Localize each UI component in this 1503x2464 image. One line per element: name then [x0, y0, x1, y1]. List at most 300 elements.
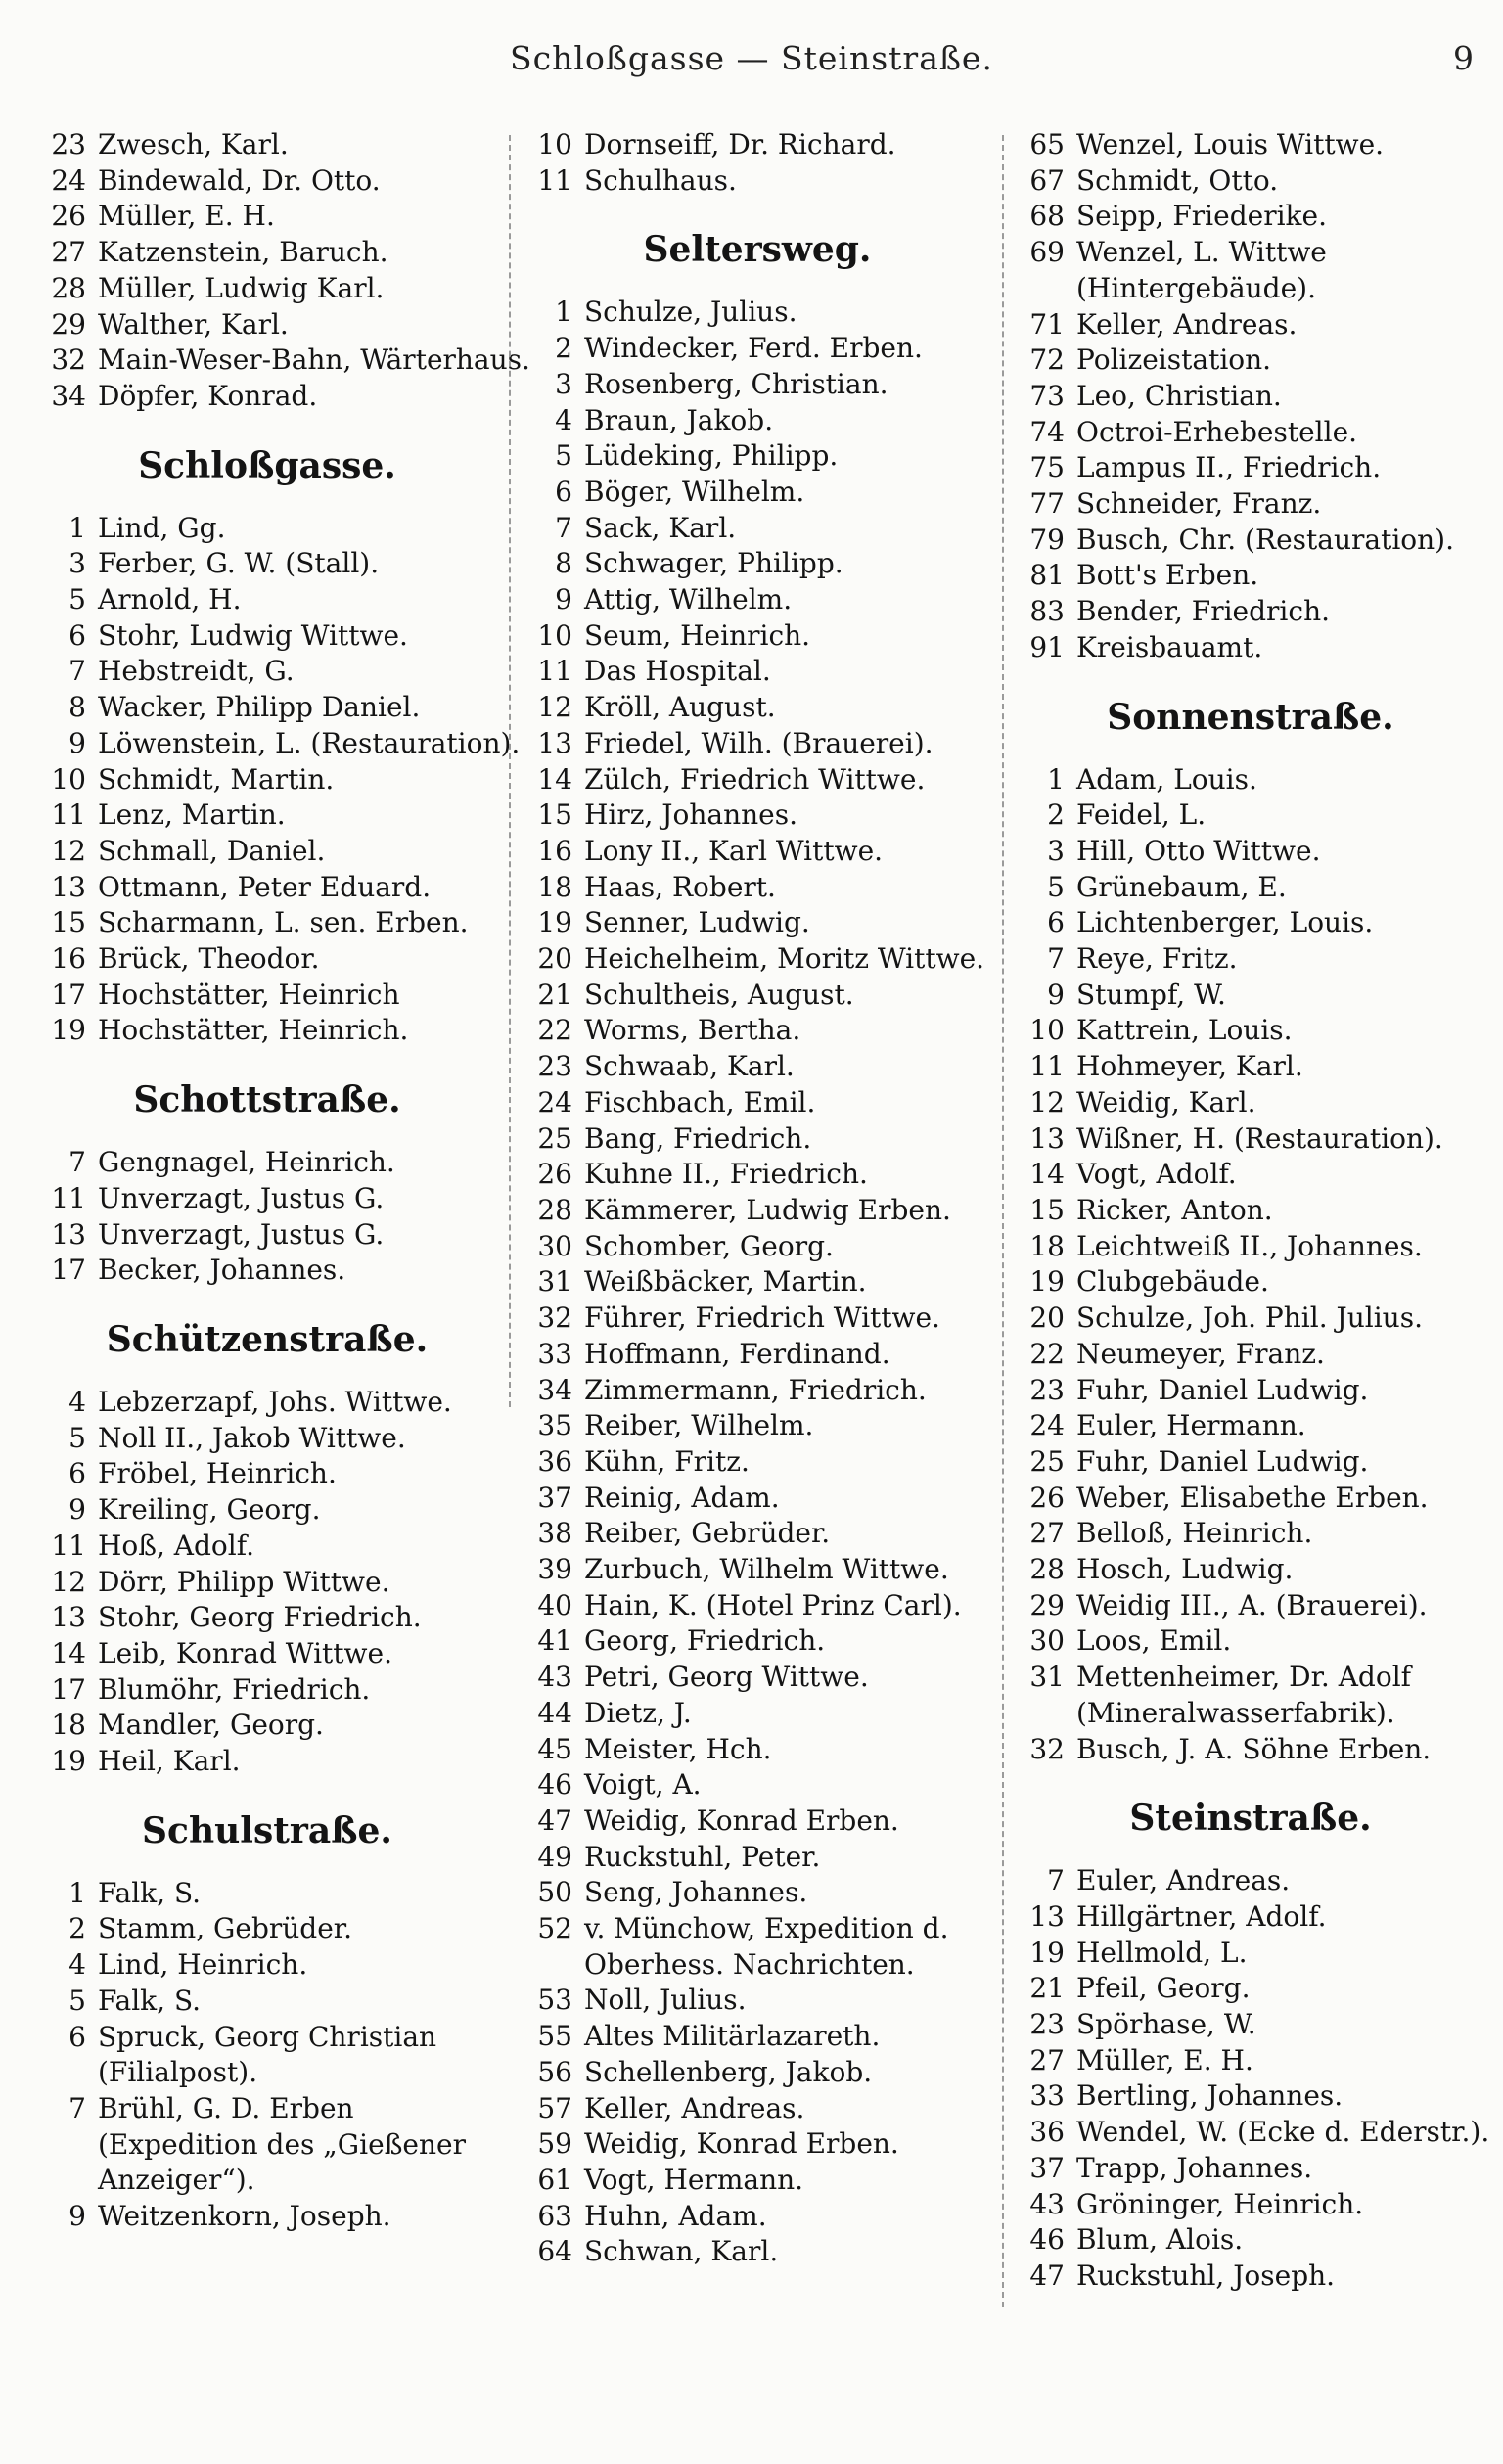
house-number: 63 — [537, 2199, 572, 2232]
page-number: 9 — [1453, 39, 1474, 77]
resident-name: Adam, Louis. — [1076, 762, 1257, 796]
resident-name: Müller, Ludwig Karl. — [98, 271, 385, 304]
house-number: 14 — [537, 762, 572, 796]
house-number: 17 — [51, 978, 86, 1011]
resident-name: Clubgebäude. — [1076, 1265, 1269, 1299]
house-number: 47 — [537, 1803, 572, 1837]
resident-name: Müller, E. H. — [98, 200, 275, 233]
directory-entry — [524, 905, 991, 941]
resident-name: Hochstätter, Heinrich. — [98, 1014, 409, 1047]
house-number: 6 — [68, 1457, 86, 1490]
house-number: 12 — [537, 691, 572, 724]
directory-entry — [524, 1732, 991, 1768]
resident-name: Reiber, Gebrüder. — [584, 1517, 831, 1550]
resident-name: Friedel, Wilh. (Brauerei). — [584, 726, 934, 759]
resident-name: Haas, Robert. — [584, 870, 776, 903]
house-number: 3 — [68, 547, 86, 580]
house-number: 21 — [1029, 1972, 1065, 2005]
house-number: 40 — [537, 1588, 572, 1621]
page-header — [0, 0, 1503, 108]
resident-name: Schmidt, Otto. — [1076, 163, 1279, 197]
house-number: 7 — [1047, 942, 1065, 976]
directory-entry — [37, 1385, 497, 1421]
directory-entry — [524, 1911, 991, 1983]
directory-entry — [524, 1875, 991, 1911]
directory-entry — [524, 1300, 991, 1337]
resident-name: Schulze, Joh. Phil. Julius. — [1076, 1301, 1423, 1335]
resident-name: Seipp, Friederike. — [1076, 200, 1327, 233]
house-number: 30 — [537, 1229, 572, 1262]
directory-entry — [524, 475, 991, 511]
resident-name: Spörhase, W. — [1076, 2008, 1256, 2041]
resident-name: Schwaab, Karl. — [584, 1050, 795, 1083]
house-number: 28 — [1029, 1553, 1065, 1586]
house-number: 10 — [537, 618, 572, 652]
resident-name: Bott's Erben. — [1076, 559, 1259, 592]
resident-name: Walther, Karl. — [98, 307, 289, 341]
resident-name: Noll II., Jakob Wittwe. — [98, 1421, 406, 1454]
resident-name: Döpfer, Konrad. — [98, 379, 318, 412]
directory-entry — [1016, 1588, 1485, 1624]
resident-name: Stohr, Georg Friedrich. — [98, 1601, 422, 1634]
directory-entry — [1016, 379, 1485, 415]
directory-entry — [524, 2199, 991, 2235]
house-number: 6 — [1047, 906, 1065, 939]
resident-name: Voigt, A. — [584, 1768, 702, 1802]
directory-entry — [37, 1217, 497, 1254]
house-number: 43 — [537, 1661, 572, 1694]
house-number: 15 — [537, 799, 572, 832]
directory-entry — [37, 1145, 497, 1181]
resident-name: Hohmeyer, Karl. — [1076, 1050, 1303, 1083]
house-number: 19 — [51, 1745, 86, 1778]
house-number: 24 — [1029, 1409, 1065, 1442]
directory-entry — [37, 762, 497, 799]
resident-name: Lind, Heinrich. — [98, 1948, 308, 1982]
resident-name: Schwan, Karl. — [584, 2235, 779, 2268]
resident-name: Neumeyer, Franz. — [1076, 1337, 1325, 1370]
house-number: 13 — [51, 870, 86, 903]
directory-entry — [524, 1660, 991, 1696]
house-number: 36 — [1029, 2116, 1065, 2149]
house-number: 68 — [1029, 200, 1065, 233]
house-number: 9 — [1047, 978, 1065, 1011]
house-number: 71 — [1029, 307, 1065, 341]
resident-name: Unverzagt, Justus G. — [98, 1217, 385, 1251]
house-number: 6 — [68, 618, 86, 652]
directory-entry — [37, 1947, 497, 1984]
house-number: 44 — [537, 1696, 572, 1729]
directory-entry — [37, 1529, 497, 1565]
resident-name: Bang, Friedrich. — [584, 1121, 812, 1155]
house-number: 26 — [537, 1158, 572, 1191]
house-number: 29 — [1029, 1588, 1065, 1621]
resident-name: Lampus II., Friedrich. — [1076, 451, 1382, 484]
directory-entry — [37, 379, 497, 415]
house-number: 9 — [68, 726, 86, 759]
resident-name: Weitzenkorn, Joseph. — [98, 2200, 391, 2233]
directory-entry — [524, 1552, 991, 1588]
house-number: 10 — [537, 128, 572, 160]
house-number: 65 — [1029, 128, 1065, 160]
directory-entry — [524, 438, 991, 475]
resident-name: Dornseiff, Dr. Richard. — [584, 128, 896, 160]
directory-entry — [1016, 870, 1485, 906]
house-number: 1 — [68, 511, 86, 544]
directory-entry — [1016, 1264, 1485, 1300]
house-number: 12 — [51, 1565, 86, 1598]
resident-name: Weber, Elisabethe Erben. — [1076, 1481, 1429, 1514]
directory-entry — [37, 582, 497, 618]
house-number: 14 — [51, 1636, 86, 1669]
directory-entry — [37, 163, 497, 200]
house-number: 11 — [51, 799, 86, 832]
directory-entry — [524, 163, 991, 200]
directory-entry — [37, 1876, 497, 1912]
resident-name: Katzenstein, Baruch. — [98, 236, 388, 269]
directory-entry — [1016, 1157, 1485, 1193]
resident-name: Huhn, Adam. — [584, 2199, 767, 2232]
resident-name: Zimmermann, Friedrich. — [584, 1373, 927, 1406]
house-number: 47 — [1029, 2259, 1065, 2292]
resident-name: Wendel, W. (Ecke d. Ederstr.). — [1076, 2116, 1490, 2149]
house-number: 5 — [68, 1421, 86, 1454]
directory-entry — [524, 1444, 991, 1481]
directory-entry — [1016, 905, 1485, 941]
house-number: 18 — [51, 1709, 86, 1742]
resident-name: Seng, Johannes. — [584, 1876, 808, 1909]
house-number: 6 — [68, 2020, 86, 2053]
directory-entry — [37, 1421, 497, 1457]
house-number: 73 — [1029, 379, 1065, 412]
directory-entry — [37, 1565, 497, 1601]
directory-columns — [0, 127, 1503, 2446]
house-number: 7 — [1047, 1864, 1065, 1897]
resident-name: Schellenberg, Jakob. — [584, 2055, 873, 2088]
directory-entry — [524, 1983, 991, 2019]
directory-entry — [1016, 523, 1485, 559]
directory-entry — [37, 1181, 497, 1217]
house-number: 52 — [537, 1912, 572, 1945]
directory-entry — [1016, 1337, 1485, 1373]
house-number: 17 — [51, 1672, 86, 1706]
house-number: 27 — [1029, 1517, 1065, 1550]
resident-name: Trapp, Johannes. — [1076, 2151, 1313, 2184]
resident-name: Polizeistation. — [1076, 343, 1272, 377]
house-number: 37 — [537, 1481, 572, 1514]
street-heading: Schottstraße. — [133, 1079, 401, 1121]
resident-name: Kuhne II., Friedrich. — [584, 1158, 868, 1191]
house-number: 37 — [1029, 2151, 1065, 2184]
resident-name: Leo, Christian. — [1076, 379, 1282, 412]
directory-entry — [524, 1373, 991, 1409]
resident-name: Gengnagel, Heinrich. — [98, 1146, 395, 1179]
directory-entry — [37, 1984, 497, 2020]
resident-name: Reiber, Wilhelm. — [584, 1409, 814, 1442]
directory-entry — [1016, 1373, 1485, 1409]
house-number: 75 — [1029, 451, 1065, 484]
resident-name: Fuhr, Daniel Ludwig. — [1076, 1444, 1369, 1478]
resident-name: Fischbach, Emil. — [584, 1085, 816, 1118]
house-number: 10 — [1029, 1014, 1065, 1047]
directory-entry — [524, 1840, 991, 1876]
resident-name: Schulhaus. — [584, 163, 737, 197]
directory-entry — [1016, 2007, 1485, 2043]
directory-entry — [524, 1229, 991, 1265]
resident-name: Weidig, Konrad Erben. — [584, 2127, 899, 2161]
directory-entry — [37, 1911, 497, 1947]
directory-entry — [524, 690, 991, 726]
resident-name: Löwenstein, L. (Restauration). — [98, 726, 521, 759]
directory-entry — [1016, 1552, 1485, 1588]
directory-entry — [524, 1013, 991, 1049]
directory-entry — [37, 2020, 497, 2091]
directory-entry — [524, 2163, 991, 2199]
house-number: 20 — [537, 942, 572, 976]
resident-name: Main-Weser-Bahn, Wärterhaus. — [98, 343, 530, 377]
directory-entry — [1016, 1444, 1485, 1481]
directory-entry — [37, 2091, 497, 2199]
house-number: 8 — [555, 547, 572, 580]
resident-name: Lüdeking, Philipp. — [584, 439, 839, 473]
resident-name: Georg, Friedrich. — [584, 1624, 826, 1658]
house-number: 23 — [1029, 2008, 1065, 2041]
resident-name: Becker, Johannes. — [98, 1254, 346, 1287]
house-number: 11 — [1029, 1050, 1065, 1083]
directory-entry — [1016, 1049, 1485, 1085]
resident-name: Wißner, H. (Restauration). — [1076, 1121, 1443, 1155]
resident-name: Schmidt, Martin. — [98, 762, 335, 796]
resident-name: Unverzagt, Justus G. — [98, 1181, 385, 1214]
resident-name: Weißbäcker, Martin. — [584, 1265, 867, 1299]
house-number: 81 — [1029, 559, 1065, 592]
resident-name: Vogt, Hermann. — [584, 2163, 804, 2196]
house-number: 19 — [1029, 1265, 1065, 1299]
directory-entry — [37, 618, 497, 655]
directory-entry — [524, 1337, 991, 1373]
house-number: 18 — [1029, 1229, 1065, 1262]
directory-entry — [524, 834, 991, 870]
house-number: 10 — [51, 762, 86, 796]
street-heading: Schloßgasse. — [138, 444, 396, 486]
resident-name: Altes Militärlazareth. — [584, 2020, 881, 2053]
resident-name: Blum, Alois. — [1076, 2223, 1244, 2257]
directory-entry — [1016, 486, 1485, 523]
house-number: 5 — [68, 1984, 86, 2017]
directory-entry — [524, 1121, 991, 1158]
house-number: 59 — [537, 2127, 572, 2161]
resident-name: Rosenberg, Christian. — [584, 367, 888, 400]
directory-entry — [524, 295, 991, 331]
resident-name: Lenz, Martin. — [98, 799, 286, 832]
resident-name: Müller, E. H. — [1076, 2043, 1253, 2076]
directory-entry — [37, 1672, 497, 1709]
resident-name: Schmall, Daniel. — [98, 834, 326, 867]
column-1 — [37, 127, 530, 2446]
directory-entry — [524, 403, 991, 439]
house-number: 32 — [537, 1301, 572, 1335]
house-number: 4 — [68, 1385, 86, 1418]
directory-entry — [1016, 1085, 1485, 1121]
house-number: 20 — [1029, 1301, 1065, 1335]
directory-entry — [524, 1157, 991, 1193]
house-number: 43 — [1029, 2187, 1065, 2220]
resident-name: Kreisbauamt. — [1076, 630, 1263, 663]
directory-entry — [524, 2055, 991, 2091]
resident-name: Brück, Theodor. — [98, 942, 320, 976]
resident-name: Seum, Heinrich. — [584, 618, 811, 652]
directory-entry — [37, 271, 497, 307]
resident-name: v. Münchow, Expedition d. Oberhess. Nachrichten. — [584, 1912, 949, 1981]
directory-entry — [524, 726, 991, 762]
directory-entry — [1016, 2115, 1490, 2151]
resident-name: Stumpf, W. — [1076, 978, 1226, 1011]
directory-entry — [1016, 1300, 1485, 1337]
resident-name: Mettenheimer, Dr. Adolf (Mineralwasserfabrik). — [1076, 1661, 1412, 1729]
street-heading: Schützenstraße. — [106, 1318, 429, 1360]
directory-entry — [1016, 415, 1485, 451]
directory-entry — [524, 1049, 991, 1085]
resident-name: Hillgärtner, Adolf. — [1076, 1899, 1327, 1933]
directory-entry — [524, 941, 991, 978]
directory-entry — [1016, 1660, 1485, 1731]
house-number: 23 — [537, 1050, 572, 1083]
house-number: 5 — [68, 583, 86, 616]
house-number: 32 — [51, 343, 86, 377]
house-number: 72 — [1029, 343, 1065, 377]
house-number: 34 — [51, 379, 86, 412]
directory-entry — [1016, 1732, 1485, 1768]
resident-name: Worms, Bertha. — [584, 1014, 801, 1047]
resident-name: Hain, K. (Hotel Prinz Carl). — [584, 1588, 962, 1621]
house-number: 28 — [537, 1193, 572, 1226]
house-number: 33 — [1029, 2079, 1065, 2113]
directory-entry — [1016, 941, 1485, 978]
house-number: 7 — [68, 655, 86, 688]
house-number: 11 — [537, 655, 572, 688]
house-number: 24 — [537, 1085, 572, 1118]
house-number: 11 — [51, 1529, 86, 1562]
directory-entry — [1016, 630, 1485, 666]
directory-entry — [524, 1085, 991, 1121]
resident-name: Weidig, Konrad Erben. — [584, 1803, 899, 1837]
house-number: 23 — [1029, 1373, 1065, 1406]
house-number: 56 — [537, 2055, 572, 2088]
directory-entry — [37, 726, 521, 762]
resident-name: Fuhr, Daniel Ludwig. — [1076, 1373, 1369, 1406]
directory-entry — [37, 199, 497, 235]
directory-entry — [37, 654, 497, 690]
resident-name: Bindewald, Dr. Otto. — [98, 163, 381, 197]
resident-name: Wenzel, Louis Wittwe. — [1076, 128, 1385, 160]
house-number: 67 — [1029, 163, 1065, 197]
resident-name: Leib, Konrad Wittwe. — [98, 1636, 392, 1669]
resident-name: Schomber, Georg. — [584, 1229, 834, 1262]
directory-entry — [524, 762, 991, 799]
resident-name: Blumöhr, Friedrich. — [98, 1672, 371, 1706]
resident-name: Reinig, Adam. — [584, 1481, 780, 1514]
house-number: 5 — [1047, 870, 1065, 903]
house-number: 36 — [537, 1444, 572, 1478]
house-number: 29 — [51, 307, 86, 341]
directory-entry — [524, 618, 991, 655]
resident-name: Schneider, Franz. — [1076, 487, 1322, 521]
directory-entry — [37, 1013, 497, 1049]
house-number: 77 — [1029, 487, 1065, 521]
house-number: 25 — [537, 1121, 572, 1155]
directory-entry — [524, 127, 991, 163]
house-number: 7 — [555, 511, 572, 544]
house-number: 5 — [555, 439, 572, 473]
directory-entry — [1016, 1936, 1485, 1972]
directory-entry — [1016, 307, 1485, 343]
house-number: 11 — [51, 1181, 86, 1214]
house-number: 28 — [51, 271, 86, 304]
resident-name: Keller, Andreas. — [584, 2091, 805, 2124]
directory-entry — [37, 235, 497, 271]
house-number: 45 — [537, 1732, 572, 1765]
directory-entry — [1016, 1899, 1485, 1936]
directory-entry — [37, 546, 497, 582]
house-number: 22 — [537, 1014, 572, 1047]
house-number: 17 — [51, 1254, 86, 1287]
house-number: 1 — [1047, 762, 1065, 796]
directory-entry — [37, 798, 497, 834]
directory-entry — [524, 1408, 991, 1444]
resident-name: Gröninger, Heinrich. — [1076, 2187, 1364, 2220]
directory-entry — [1016, 1408, 1485, 1444]
resident-name: Führer, Friedrich Wittwe. — [584, 1301, 940, 1335]
house-number: 19 — [51, 1014, 86, 1047]
directory-entry — [524, 1696, 991, 1732]
house-number: 19 — [1029, 1936, 1065, 1969]
directory-entry — [37, 127, 497, 163]
house-number: 16 — [51, 942, 86, 976]
house-number: 13 — [1029, 1121, 1065, 1155]
house-number: 69 — [1029, 236, 1065, 269]
house-number: 2 — [1047, 799, 1065, 832]
house-number: 12 — [1029, 1085, 1065, 1118]
resident-name: Dietz, J. — [584, 1696, 692, 1729]
resident-name: Meister, Hch. — [584, 1732, 772, 1765]
house-number: 61 — [537, 2163, 572, 2196]
directory-entry — [1016, 834, 1485, 870]
resident-name: Braun, Jakob. — [584, 403, 774, 436]
house-number: 9 — [68, 1493, 86, 1527]
directory-entry — [1016, 978, 1485, 1014]
resident-name: Schwager, Philipp. — [584, 547, 843, 580]
directory-entry — [37, 1600, 497, 1636]
resident-name: Falk, S. — [98, 1984, 202, 2017]
house-number: 41 — [537, 1624, 572, 1658]
house-number: 25 — [1029, 1444, 1065, 1478]
house-number: 53 — [537, 1984, 572, 2017]
resident-name: Fröbel, Heinrich. — [98, 1457, 337, 1490]
directory-entry — [524, 2019, 991, 2055]
resident-name: Reye, Fritz. — [1076, 942, 1238, 976]
directory-entry — [1016, 2151, 1485, 2187]
resident-name: Belloß, Heinrich. — [1076, 1517, 1313, 1550]
directory-entry — [524, 1623, 991, 1660]
house-number: 15 — [1029, 1193, 1065, 1226]
resident-name: Kühn, Fritz. — [584, 1444, 750, 1478]
house-number: 46 — [1029, 2223, 1065, 2257]
house-number: 74 — [1029, 415, 1065, 448]
resident-name: Falk, S. — [98, 1876, 202, 1909]
house-number: 2 — [68, 1912, 86, 1945]
street-heading: Steinstraße. — [1129, 1798, 1372, 1840]
resident-name: Böger, Wilhelm. — [584, 475, 805, 508]
